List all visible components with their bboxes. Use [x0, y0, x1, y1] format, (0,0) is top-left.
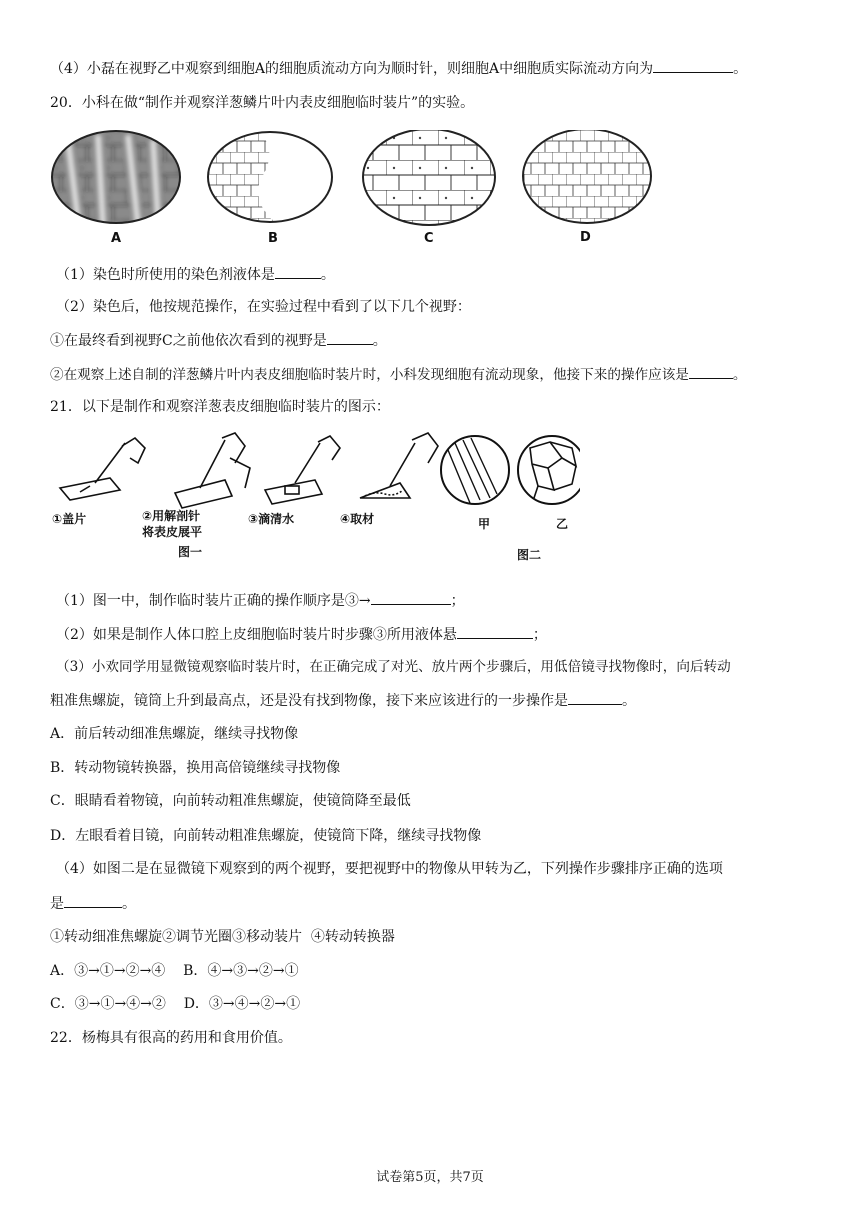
step4-label: ④取材	[340, 512, 375, 526]
view-a	[48, 130, 188, 230]
q20-figure	[48, 130, 658, 250]
view-c	[358, 130, 508, 230]
fig1-caption: 图一	[178, 545, 203, 559]
page-footer: 试卷第5页，共7页	[376, 1170, 484, 1185]
punct: 。	[622, 693, 636, 709]
q21-part4-options-row2[interactable]: C．③→①→④→② D．③→④→②→①	[50, 996, 301, 1012]
q21-part4b-text: 是	[50, 896, 64, 912]
q21-option-a[interactable]: A．前后转动细准焦螺旋，继续寻找物像	[50, 726, 299, 742]
answer-blank[interactable]	[689, 364, 733, 379]
q21-part1	[56, 590, 465, 611]
q20-part2b-text: ②在观察上述自制的洋葱鳞片叶内表皮细胞临时装片时，小科发现细胞有流动现象，他接下来的操作应该是	[50, 367, 689, 383]
q21-stem: 21．以下是制作和观察洋葱表皮细胞临时装片的图示：	[50, 399, 390, 415]
q19-part4	[50, 58, 747, 79]
fig2-label-yi: 乙	[556, 517, 569, 531]
step1-label: ①盖片	[52, 512, 87, 526]
q21-option-c[interactable]: C．眼睛看着物镜，向前转动粗准焦螺旋，使镜筒降至最低	[50, 793, 411, 809]
q21-option-b[interactable]: B．转动物镜转换器，换用高倍镜继续寻找物像	[50, 760, 341, 776]
punct: 。	[122, 896, 136, 912]
q20-part2a-text: ①在最终看到视野C之前他依次看到的视野是	[50, 333, 327, 349]
q21-part4b	[50, 893, 136, 914]
q21-part2	[56, 624, 547, 645]
q21-part3a: （3）小欢同学用显微镜观察临时装片时，在正确完成了对光、放片两个步骤后，用低倍镜寻找物像时，向后转动	[56, 659, 731, 675]
step-drawings	[60, 433, 438, 508]
punct: 。	[732, 367, 747, 383]
q20-part2: （2）染色后，他按规范操作，在实验过程中看到了以下几个视野：	[56, 299, 471, 315]
view-yi	[518, 436, 580, 504]
answer-blank[interactable]	[568, 690, 622, 705]
step2-label: ②用解剖针 将表皮展平	[142, 509, 203, 539]
view-jia	[441, 436, 509, 504]
step3-label: ③滴清水	[248, 512, 295, 526]
view-b	[208, 130, 332, 225]
q20-stem: 20．小科在做“制作并观察洋葱鳞片叶内表皮细胞临时装片”的实验。	[50, 95, 475, 111]
q21-part4a: （4）如图二是在显微镜下观察到的两个视野，要把视野中的物像从甲转为乙，下列操作步骤排序正确的选项	[56, 861, 723, 877]
answer-blank[interactable]	[653, 58, 733, 73]
q21-part3b	[50, 690, 636, 711]
q21-part4-steps: ①转动细准焦螺旋②调节光圈③移动装片 ④转动转换器	[50, 929, 395, 945]
q19-part4-text: （4）小磊在视野乙中观察到细胞A的细胞质流动方向为顺时针，则细胞A中细胞质实际流动方向为	[50, 61, 654, 77]
answer-blank[interactable]	[457, 624, 533, 639]
answer-blank[interactable]	[275, 264, 321, 279]
q21-option-d[interactable]: D．左眼看着目镜，向前转动粗准焦螺旋，使镜筒下降，继续寻找物像	[50, 828, 482, 844]
fig-label-d: D	[580, 230, 591, 245]
q21-part1-text: （1）图一中，制作临时装片正确的操作顺序是③→	[56, 593, 371, 609]
q20-part1	[56, 264, 335, 285]
q20-part2b	[50, 364, 747, 385]
q21-part2-text: （2）如果是制作人体口腔上皮细胞临时装片时步骤③所用液体悬	[56, 627, 457, 643]
q21-part4-options-row1[interactable]: A．③→①→②→④ B．④→③→②→①	[50, 963, 299, 979]
punct: ；	[532, 627, 547, 643]
fig2-caption: 图二	[517, 548, 542, 562]
q20-part2a	[50, 330, 387, 351]
q22-stem: 22．杨梅具有很高的药用和食用价值。	[50, 1030, 292, 1046]
q21-part3b-text: 粗准焦螺旋，镜筒上升到最高点，还是没有找到物像，接下来应该进行的一步操作是	[50, 693, 568, 709]
q21-figure	[50, 428, 580, 568]
fig-label-a: A	[111, 231, 122, 246]
punct: 。	[320, 267, 335, 283]
fig-label-b: B	[268, 231, 278, 246]
answer-blank[interactable]	[371, 590, 451, 605]
fig2-label-jia: 甲	[478, 517, 491, 531]
q20-part1-text: （1）染色时所使用的染色剂液体是	[56, 267, 275, 283]
punct: ；	[450, 593, 465, 609]
answer-blank[interactable]	[64, 893, 122, 908]
answer-blank[interactable]	[327, 330, 373, 345]
punct: 。	[372, 333, 387, 349]
view-d	[518, 130, 658, 230]
fig-label-c: C	[424, 231, 434, 246]
punct: 。	[733, 61, 748, 77]
